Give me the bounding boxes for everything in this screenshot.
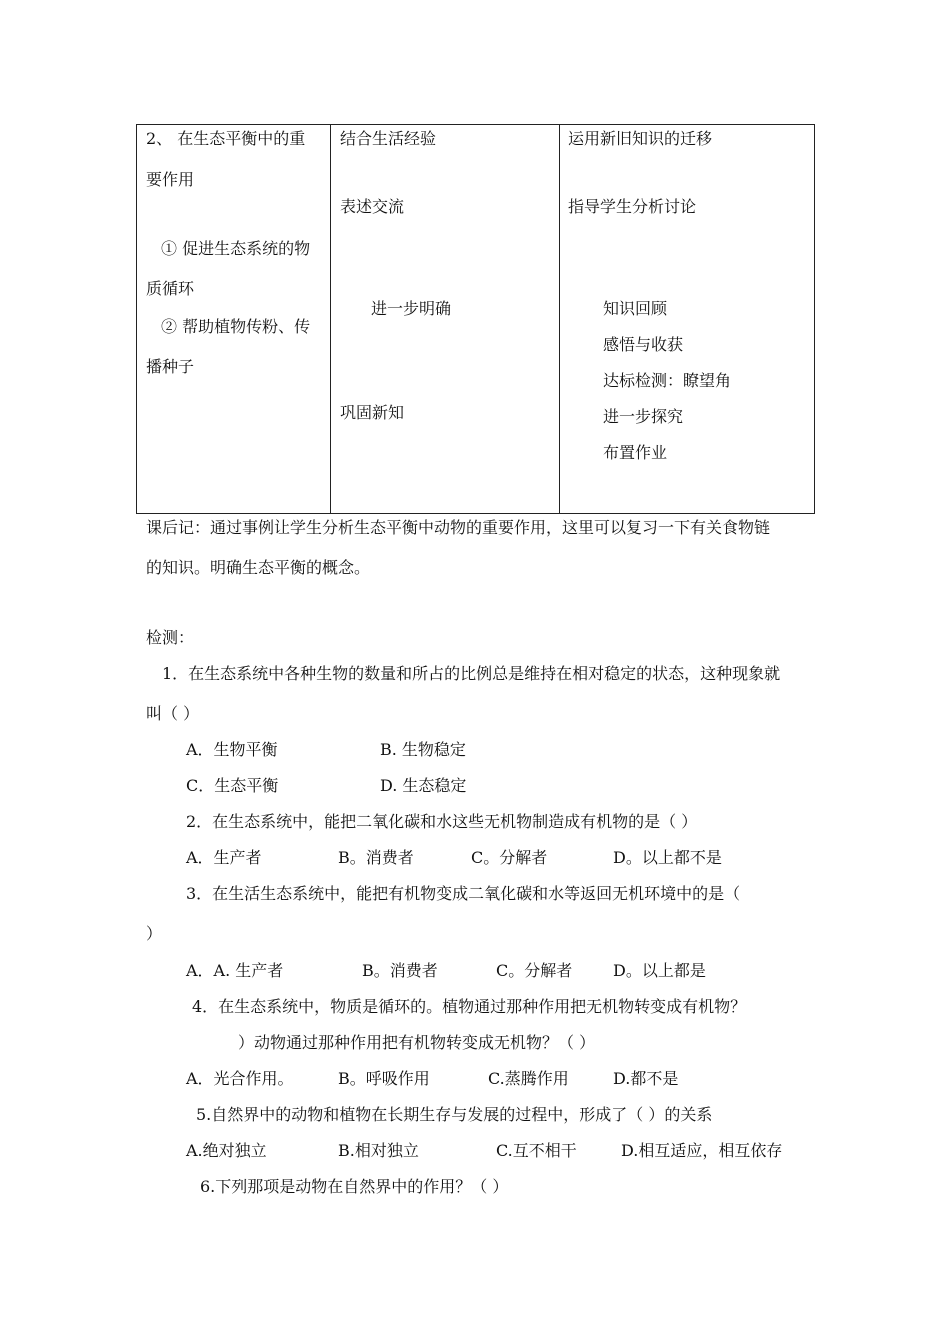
column-divider bbox=[559, 125, 560, 513]
q3-option-b: B。消费者 bbox=[362, 961, 438, 980]
q1-option-b: B. 生物稳定 bbox=[380, 740, 466, 759]
q5-option-b: B.相对独立 bbox=[338, 1141, 419, 1160]
teacher-step: 感悟与收获 bbox=[603, 335, 684, 354]
afterword-line1: 课后记：通过事例让学生分析生态平衡中动物的重要作用，这里可以复习一下有关食物链 bbox=[146, 518, 771, 537]
teacher-step: 知识回顾 bbox=[603, 299, 668, 318]
quiz-heading: 检测： bbox=[146, 628, 195, 647]
q1-option-a: A．生物平衡 bbox=[186, 740, 278, 759]
teacher-step: 达标检测：瞭望角 bbox=[603, 371, 732, 390]
student-activity-2: 表述交流 bbox=[340, 197, 405, 216]
teacher-step: 进一步探究 bbox=[603, 407, 684, 426]
q3-option-a: A．A. 生产者 bbox=[186, 961, 284, 980]
student-activity-4: 巩固新知 bbox=[340, 403, 405, 422]
q2-option-c: C。分解者 bbox=[471, 848, 548, 867]
q1-stem-line1: 1．在生态系统中各种生物的数量和所占的比例总是维持在相对稳定的状态，这种现象就 bbox=[162, 664, 781, 683]
q2-option-d: D。以上都不是 bbox=[613, 848, 722, 867]
teacher-activity-2: 指导学生分析讨论 bbox=[568, 197, 697, 216]
q4-stem-line2: ）动物通过那种作用把有机物转变成无机物？（ ） bbox=[238, 1033, 596, 1052]
q4-option-c: C.蒸腾作用 bbox=[488, 1069, 569, 1088]
q6-stem: 6.下列那项是动物在自然界中的作用？（ ） bbox=[200, 1177, 509, 1196]
q5-option-d: D.相互适应，相互依存 bbox=[621, 1141, 783, 1160]
q1-option-d: D. 生态稳定 bbox=[380, 776, 467, 795]
lesson-table bbox=[136, 124, 815, 514]
afterword-line2: 的知识。明确生态平衡的概念。 bbox=[146, 558, 371, 577]
q5-stem: 5.自然界中的动物和植物在长期生存与发展的过程中，形成了（ ）的关系 bbox=[196, 1105, 713, 1124]
q3-option-c: C。分解者 bbox=[496, 961, 573, 980]
q4-option-b: B。呼吸作用 bbox=[338, 1069, 430, 1088]
role-item2-line1: ② 帮助植物传粉、传 bbox=[161, 317, 311, 336]
role-item1-line1: ① 促进生态系统的物 bbox=[161, 239, 311, 258]
q4-option-d: D.都不是 bbox=[613, 1069, 679, 1088]
q3-option-d: D。以上都是 bbox=[613, 961, 706, 980]
q3-stem-line2: ） bbox=[146, 924, 163, 943]
q2-option-b: B。消费者 bbox=[338, 848, 414, 867]
role-item2-line2: 播种子 bbox=[146, 357, 195, 376]
q4-option-a: A．光合作用。 bbox=[186, 1069, 294, 1088]
student-activity-3: 进一步明确 bbox=[371, 299, 452, 318]
q1-stem-line2: 叫（ ） bbox=[146, 704, 200, 723]
role-item1-line2: 质循环 bbox=[146, 279, 195, 298]
q2-stem: 2．在生态系统中，能把二氧化碳和水这些无机物制造成有机物的是（ ） bbox=[186, 812, 698, 831]
q4-stem-line1: 4．在生态系统中，物质是循环的。植物通过那种作用把无机物转变成有机物？ bbox=[192, 997, 747, 1016]
column-divider bbox=[330, 125, 331, 513]
role-heading-line2: 要作用 bbox=[146, 170, 195, 189]
role-heading-line1: 2、 在生态平衡中的重 bbox=[146, 129, 306, 148]
q5-option-a: A.绝对独立 bbox=[186, 1141, 267, 1160]
q3-stem-line1: 3．在生活生态系统中，能把有机物变成二氧化碳和水等返回无机环境中的是（ bbox=[186, 884, 741, 903]
q1-option-c: C．生态平衡 bbox=[186, 776, 279, 795]
teacher-activity-1: 运用新旧知识的迁移 bbox=[568, 129, 713, 148]
student-activity-1: 结合生活经验 bbox=[340, 129, 437, 148]
teacher-step: 布置作业 bbox=[603, 443, 668, 462]
q5-option-c: C.互不相干 bbox=[496, 1141, 577, 1160]
q2-option-a: A．生产者 bbox=[186, 848, 262, 867]
